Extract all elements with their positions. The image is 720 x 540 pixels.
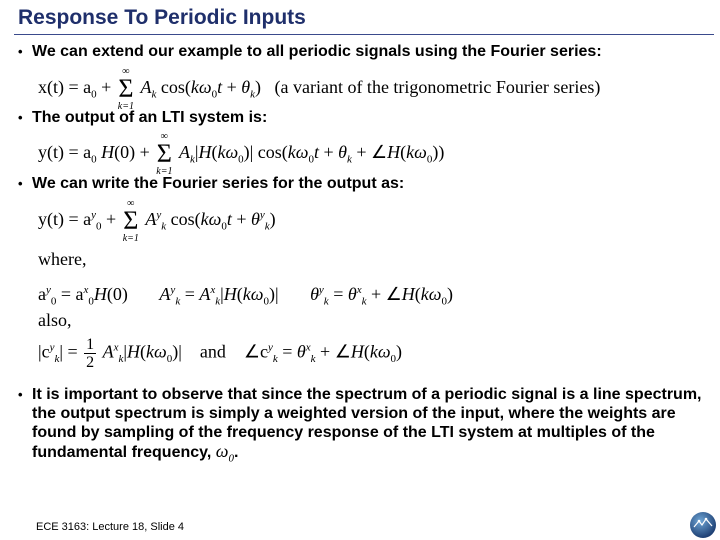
- bullet-text: It is important to observe that since the spectrum of a periodic signal is a line spectrum, the output spectrum is simply a weighted version of the input, where the weights are found by sampling of the frequency response of the LTI system at multiples of the fundamental frequency,: [32, 386, 702, 461]
- eq1-note: (a variant of the trigonometric Fourier series): [274, 77, 601, 98]
- bullet-text: We can extend our example to all periodic signals using the Fourier series:: [32, 43, 602, 60]
- bullet-3: [18, 174, 708, 193]
- equation-coefficient-relations: $a^y_0 = a^x_0H(0)$ $A^y_k = A^x_k|H(k\omega_0)|$ $\theta^y_k = \theta^x_k$ + $\angle H(k\omega_0)$: [38, 284, 453, 308]
- omega-symbol: $\omega_0$: [215, 441, 234, 465]
- bullet-symbol: •: [18, 387, 23, 402]
- also-label: also,: [38, 310, 72, 330]
- bullet-4: • It is important to observe that since the spectrum of a periodic signal is a line spectrum, the output spectrum is simply a weighted version of the input, where the weights are found by sampling of the frequency response of the LTI system at multiples of the fundamental frequency, $\omega_0$.: [18, 386, 702, 465]
- bullet-symbol: •: [18, 44, 23, 59]
- bullet-2: [18, 108, 708, 127]
- eq2-lhs: y(t) = a: [38, 142, 92, 163]
- slide-title: Response To Periodic Inputs: [18, 6, 306, 29]
- globe-logo-icon: [688, 510, 718, 540]
- and-label: and: [199, 341, 226, 362]
- summation-symbol: ∞ Σ k=1: [117, 66, 134, 112]
- eq1-lhs: x(t) = a: [38, 77, 92, 98]
- equation-input-fourier-series: $x(t) = a_0$ + ∞ Σ k=1 $A_k$ $\cos(k\omega_0t + \theta_k)$ (a variant of the trigonometric Fourier series): [38, 66, 601, 112]
- equation-lti-output: $y(t) = a_0$ H(0) + ∞ Σ k=1 $A_k|H(k\omega_0)|$ $\cos(k\omega_0t + \theta_k$ + $\angle H(k\omega_0)$): [38, 131, 445, 177]
- summation-symbol: ∞ Σ k=1: [156, 131, 173, 177]
- bullet-text: We can write the Fourier series for the output as:: [32, 175, 405, 192]
- slide-footer: ECE 3163: Lecture 18, Slide 4: [36, 521, 184, 533]
- bullet-1: [18, 42, 708, 61]
- bullet-symbol: •: [18, 176, 23, 191]
- title-rule: [14, 34, 714, 35]
- summation-symbol: ∞ Σ k=1: [122, 198, 139, 244]
- where-label: where,: [38, 249, 87, 269]
- eq3-lhs: y(t) = a: [38, 209, 92, 230]
- equation-complex-coefficients: $|c^y_k|$ = $\frac{1}{2}$ $A^x_k|H(k\omega_0)|$ and $\angle c^y_k = \theta^x_k$ + $\angle H(k\omega_0)$: [38, 336, 403, 371]
- equation-output-fourier-series: $y(t) = a^y_0$ + ∞ Σ k=1 $A^y_k$ $\cos(k\omega_0t + \theta^y_k)$: [38, 198, 276, 244]
- bullet-symbol: •: [18, 110, 23, 125]
- bullet-text: The output of an LTI system is:: [32, 109, 268, 126]
